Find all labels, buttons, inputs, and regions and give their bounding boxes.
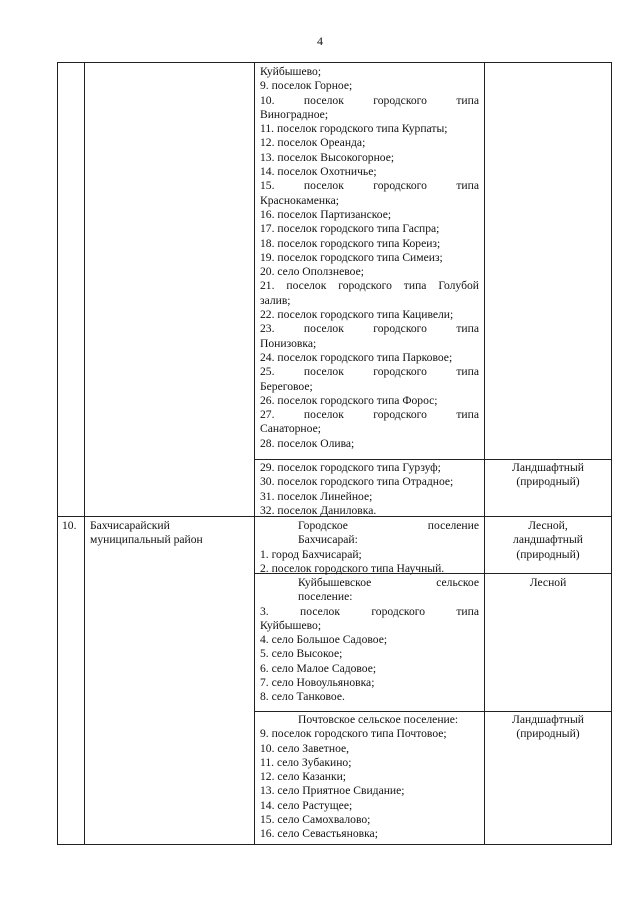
settlement-word: Куйбышевское	[298, 576, 372, 589]
settlement-word: поселок	[303, 408, 344, 422]
settlement-line: поселение:	[298, 590, 353, 604]
settlement-word: городского	[371, 604, 426, 618]
settlement-line: 1. город Бахчисарай;	[260, 547, 362, 561]
settlement-list-cell	[260, 576, 479, 705]
settlement-line	[260, 365, 479, 379]
settlement-word: поселение	[427, 519, 479, 532]
table-border-bottom	[57, 844, 612, 845]
table-border-right	[611, 62, 612, 845]
protection-type-line: (природный)	[516, 475, 580, 489]
settlement-list-cell	[260, 65, 479, 451]
settlement-line: 31. поселок Линейное;	[260, 489, 373, 503]
table-border-col2	[254, 62, 255, 845]
settlement-word: Городское	[298, 519, 348, 532]
table-border-top	[57, 62, 612, 63]
district-name-line: муниципальный район	[90, 533, 203, 547]
settlement-line: Береговое;	[260, 379, 313, 393]
settlement-line: 14. поселок Охотничье;	[260, 165, 377, 179]
row-number: 10.	[62, 519, 77, 532]
settlement-line: Виноградное;	[260, 107, 329, 121]
settlement-word: Голубой	[438, 279, 479, 293]
settlement-line: 17. поселок городского типа Гаспра;	[260, 222, 440, 236]
settlement-line: 29. поселок городского типа Гурзуф;	[260, 461, 441, 474]
protection-type-cell	[485, 461, 611, 490]
settlement-word: городского	[373, 179, 427, 193]
protection-type-cell	[485, 713, 611, 742]
settlement-line: 12. село Казанки;	[260, 770, 347, 784]
settlement-word: 21.	[260, 279, 275, 293]
settlement-line: 13. село Приятное Свидание;	[260, 784, 405, 798]
table-border-col1	[84, 62, 85, 845]
settlement-line: 12. поселок Ореанда;	[260, 136, 366, 150]
settlement-line: 26. поселок городского типа Форос;	[260, 393, 438, 407]
settlement-line: 16. поселок Партизанское;	[260, 207, 392, 221]
settlement-word: типа	[456, 604, 479, 618]
settlement-line: Бахчисарай:	[298, 533, 358, 547]
protection-type-line: Лесной	[529, 576, 567, 589]
settlement-list-cell	[260, 713, 479, 842]
row-divider-c	[254, 711, 612, 712]
settlement-line: залив;	[260, 293, 291, 307]
settlement-line: 11. село Зубакино;	[260, 755, 352, 769]
settlement-line	[260, 179, 479, 193]
settlement-line: 16. село Севастьяновка;	[260, 827, 378, 841]
settlement-line: 11. поселок городского типа Курпаты;	[260, 122, 448, 136]
settlement-line	[260, 279, 479, 293]
settlement-word: 25.	[260, 365, 275, 379]
settlement-word: 10.	[260, 93, 275, 107]
settlement-line: 22. поселок городского типа Кацивели;	[260, 308, 454, 322]
settlement-word: 3.	[260, 604, 269, 618]
settlement-line: 20. село Оползневое;	[260, 265, 364, 279]
settlement-word: типа	[456, 322, 479, 336]
settlement-word: поселок	[300, 604, 340, 618]
row-divider-a	[254, 459, 612, 460]
settlement-line	[260, 94, 479, 108]
settlement-line: 14. село Растущее;	[260, 798, 353, 812]
table-border-left	[57, 62, 58, 845]
protection-type-line: (природный)	[516, 727, 580, 741]
district-name-cell	[90, 519, 250, 548]
settlement-word: поселок	[303, 93, 344, 107]
settlement-line: 9. поселок Горное;	[260, 79, 353, 93]
protection-type-cell	[485, 576, 611, 590]
settlement-word: городского	[373, 322, 427, 336]
settlement-line: Краснокаменка;	[260, 193, 339, 207]
settlement-line: 15. село Самохвалово;	[260, 813, 371, 827]
protection-type-line: Ландшафтный	[512, 461, 584, 474]
settlement-line: 4. село Большое Садовое;	[260, 633, 388, 647]
settlement-list-cell	[260, 461, 479, 518]
settlement-line	[260, 605, 479, 619]
settlement-word: поселок	[303, 179, 344, 193]
settlement-line: 9. поселок городского типа Почтовое;	[260, 727, 447, 741]
settlement-word: типа	[456, 365, 479, 379]
settlement-line: 5. село Высокое;	[260, 647, 343, 661]
settlement-line: Куйбышево;	[260, 618, 322, 632]
settlement-line: 24. поселок городского типа Парковое;	[260, 350, 453, 364]
settlement-line	[260, 408, 479, 422]
settlement-line: 7. село Новоульяновка;	[260, 676, 375, 690]
settlement-word: городского	[338, 279, 392, 293]
settlement-line: 8. село Танковое.	[260, 690, 345, 704]
settlement-word: городского	[373, 408, 427, 422]
page-number: 4	[317, 34, 323, 48]
settlement-line	[260, 322, 479, 336]
settlement-word: типа	[456, 179, 479, 193]
settlement-line: Почтовское сельское поселение:	[298, 713, 459, 726]
protection-type-line: Лесной,	[528, 519, 568, 532]
settlement-word: городского	[373, 93, 427, 107]
settlement-line: 10. село Заветное,	[260, 741, 350, 755]
settlement-line: 18. поселок городского типа Кореиз;	[260, 236, 441, 250]
settlement-word: типа	[456, 408, 479, 422]
settlement-word: поселок	[303, 322, 344, 336]
settlement-line: 32. поселок Даниловка.	[260, 503, 377, 517]
settlement-word: типа	[403, 279, 427, 293]
settlement-word: 23.	[260, 322, 275, 336]
settlement-list-cell	[260, 519, 479, 576]
settlement-line: 28. поселок Олива;	[260, 436, 355, 450]
settlement-line: 19. поселок городского типа Симеиз;	[260, 250, 443, 264]
settlement-word: поселок	[286, 279, 327, 293]
settlement-line: 6. село Малое Садовое;	[260, 661, 377, 675]
settlement-line: Санаторное;	[260, 422, 321, 436]
settlement-word: 15.	[260, 179, 275, 193]
settlement-line: 2. поселок городского типа Научный.	[260, 561, 445, 575]
settlement-word: сельское	[436, 576, 479, 589]
district-name-line: Бахчисарайский	[90, 519, 170, 532]
protection-type-line: (природный)	[516, 547, 580, 561]
settlement-line	[260, 519, 479, 533]
protection-type-line: ландшафтный	[513, 533, 583, 547]
settlement-word: поселок	[303, 365, 344, 379]
settlement-word: 27.	[260, 408, 275, 422]
settlement-word: типа	[456, 93, 479, 107]
settlement-line: 30. поселок городского типа Отрадное;	[260, 475, 454, 489]
settlement-line: Понизовка;	[260, 336, 317, 350]
protection-type-line: Ландшафтный	[512, 713, 584, 726]
settlement-word: городского	[373, 365, 427, 379]
settlement-line: 13. поселок Высокогорное;	[260, 150, 395, 164]
settlement-line: Куйбышево;	[260, 65, 322, 78]
settlement-line	[260, 576, 479, 590]
protection-type-cell	[485, 519, 611, 562]
